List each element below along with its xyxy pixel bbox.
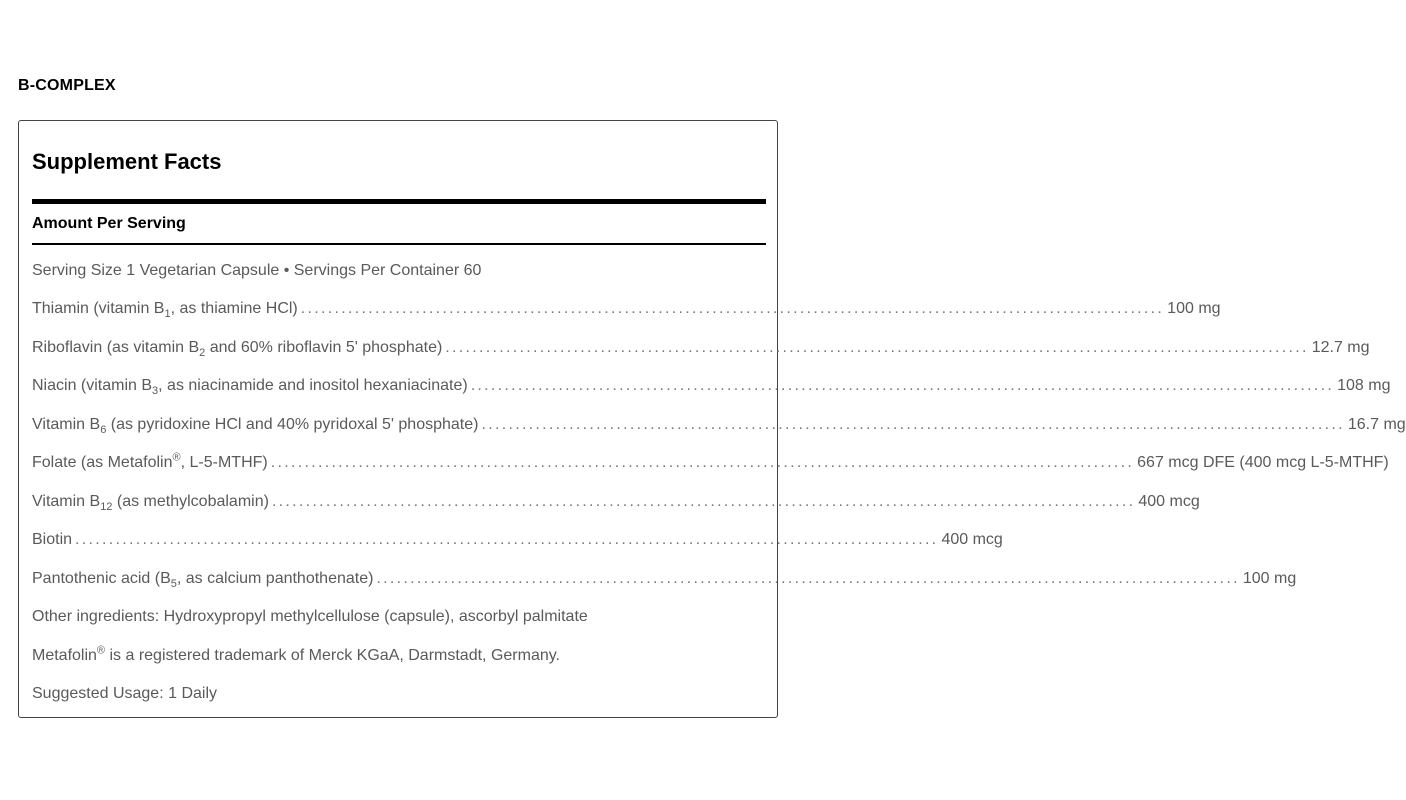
nutrient-row-vitamin-b12 — [32, 492, 1200, 514]
serving-info: Serving Size 1 Vegetarian Capsule • Servings Per Container 60 — [32, 262, 482, 279]
dot-leader: ................................................................................................................................ — [481, 416, 1345, 433]
nutrient-label: Biotin — [32, 531, 73, 548]
nutrient-amount: 400 mcg — [1138, 493, 1200, 510]
nutrient-label: Pantothenic acid ($B_5$, as calcium panthothenate) — [32, 570, 374, 591]
thick-divider — [32, 199, 766, 204]
trademark-notice: Metafolin® is a registered trademark of Merck KGaA, Darmstadt, Germany. — [32, 644, 560, 664]
dot-leader: ................................................................................................................................ — [376, 570, 1240, 587]
nutrient-label: Vitamin $B_6$ (as pyridoxine HCl and 40% pyridoxal 5' phosphate) — [32, 416, 479, 437]
amount-per-serving-header: Amount Per Serving — [32, 215, 186, 232]
nutrient-row-niacin — [32, 376, 1391, 398]
nutrient-label: Vitamin $B_{12}$ (as methylcobalamin) — [32, 493, 269, 514]
product-name: B-COMPLEX — [18, 77, 116, 94]
other-ingredients: Other ingredients: Hydroxypropyl methylcellulose (capsule), ascorbyl palmitate — [32, 608, 588, 625]
nutrient-amount: 108 mg — [1337, 377, 1391, 394]
nutrient-amount: 667 mcg DFE (400 mcg L-5-MTHF) — [1137, 454, 1389, 471]
dot-leader: ................................................................................................................................ — [300, 300, 1165, 317]
nutrient-amount: 100 mg — [1167, 300, 1221, 317]
nutrient-amount: 100 mg — [1242, 570, 1297, 587]
suggested-usage: Suggested Usage: 1 Daily — [32, 685, 217, 702]
supplement-facts-panel — [18, 120, 1406, 718]
nutrient-row-folate — [32, 451, 1389, 473]
nutrient-row-thiamin — [32, 299, 1221, 321]
thin-divider — [32, 243, 766, 245]
nutrient-amount: 12.7 mg — [1311, 339, 1370, 356]
nutrient-row-riboflavin — [32, 338, 1370, 360]
facts-title: Supplement Facts — [32, 149, 222, 174]
dot-leader: ................................................................................................................................ — [271, 493, 1136, 510]
nutrient-amount: 16.7 mg — [1347, 416, 1406, 433]
dot-leader: ................................................................................................................................ — [445, 339, 1309, 356]
nutrient-label: Riboflavin (as vitamin $B_2$ and 60% riboflavin 5' phosphate) — [32, 339, 443, 360]
nutrient-label: Niacin (vitamin $B_3$, as niacinamide and inositol hexaniacinate) — [32, 377, 468, 398]
nutrient-label: Folate (as Metafolin®, L-5-MTHF) — [32, 451, 268, 471]
nutrient-row-biotin — [32, 530, 1003, 550]
nutrient-amount: 400 mcg — [941, 531, 1003, 548]
nutrient-label: Thiamin (vitamin $B_1$, as thiamine HCl) — [32, 300, 298, 321]
dot-leader: ................................................................................................................................ — [75, 531, 939, 548]
nutrient-row-vitamin-b6 — [32, 415, 1406, 437]
nutrient-row-pantothenic-acid — [32, 569, 1297, 591]
dot-leader: ................................................................................................................................ — [270, 454, 1135, 471]
dot-leader: ................................................................................................................................ — [470, 377, 1335, 394]
